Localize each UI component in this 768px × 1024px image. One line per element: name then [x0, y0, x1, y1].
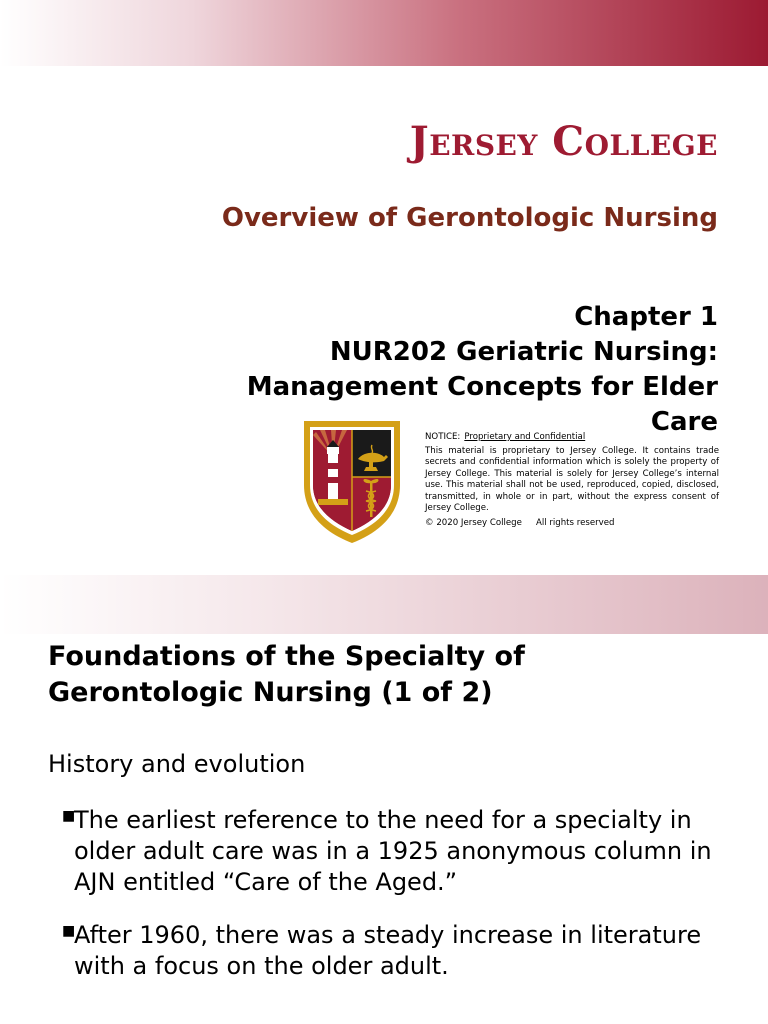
bullet-text: The earliest reference to the need for a specialty in older adult care was in a 1925 anonymous column in AJN entitled “Care of the Aged.”: [74, 806, 712, 896]
notice-heading: [425, 432, 719, 444]
copyright-text: © 2020 Jersey College: [425, 517, 522, 528]
notice-copyright: [425, 518, 719, 530]
list-item: [62, 805, 722, 898]
slide-title: Foundations of the Specialty of Gerontologic Nursing (1 of 2): [48, 641, 525, 708]
chapter-line: Management Concepts for Elder: [246, 372, 718, 402]
rights-text: All rights reserved: [535, 517, 615, 528]
notice-label: NOTICE:: [425, 432, 461, 442]
header-gradient-band: [0, 575, 768, 634]
slide-subheading: History and evolution: [48, 750, 306, 778]
college-logo-text: Jersey College: [409, 118, 718, 165]
list-item: [62, 920, 722, 982]
slide-subtitle: Overview of Gerontologic Nursing: [221, 203, 718, 233]
chapter-line: Care: [650, 407, 718, 437]
notice-label-link: Proprietary and Confidential: [464, 432, 586, 442]
notice-body: This material is proprietary to Jersey College. It contains trade secrets and confidential information which is solely the property of Jersey College. This material is solely for Jersey College’s internal use. This material shall not be used, reproduced, copied, disclosed, transmitted, in whole or in part, without the express consent of Jersey College.: [425, 445, 719, 513]
bullet-list: [62, 805, 722, 1004]
header-gradient-band: [0, 0, 768, 66]
proprietary-notice: [425, 432, 719, 529]
chapter-line: NUR202 Geriatric Nursing:: [329, 337, 718, 367]
college-crest-icon: [300, 415, 404, 545]
bullet-icon: ■: [62, 923, 76, 939]
bullet-text: After 1960, there was a steady increase in literature with a focus on the older adult.: [74, 921, 702, 980]
content-slide: [0, 575, 768, 1024]
chapter-line: Chapter 1: [574, 302, 718, 332]
bullet-icon: ■: [62, 808, 76, 824]
chapter-title: [158, 300, 718, 440]
